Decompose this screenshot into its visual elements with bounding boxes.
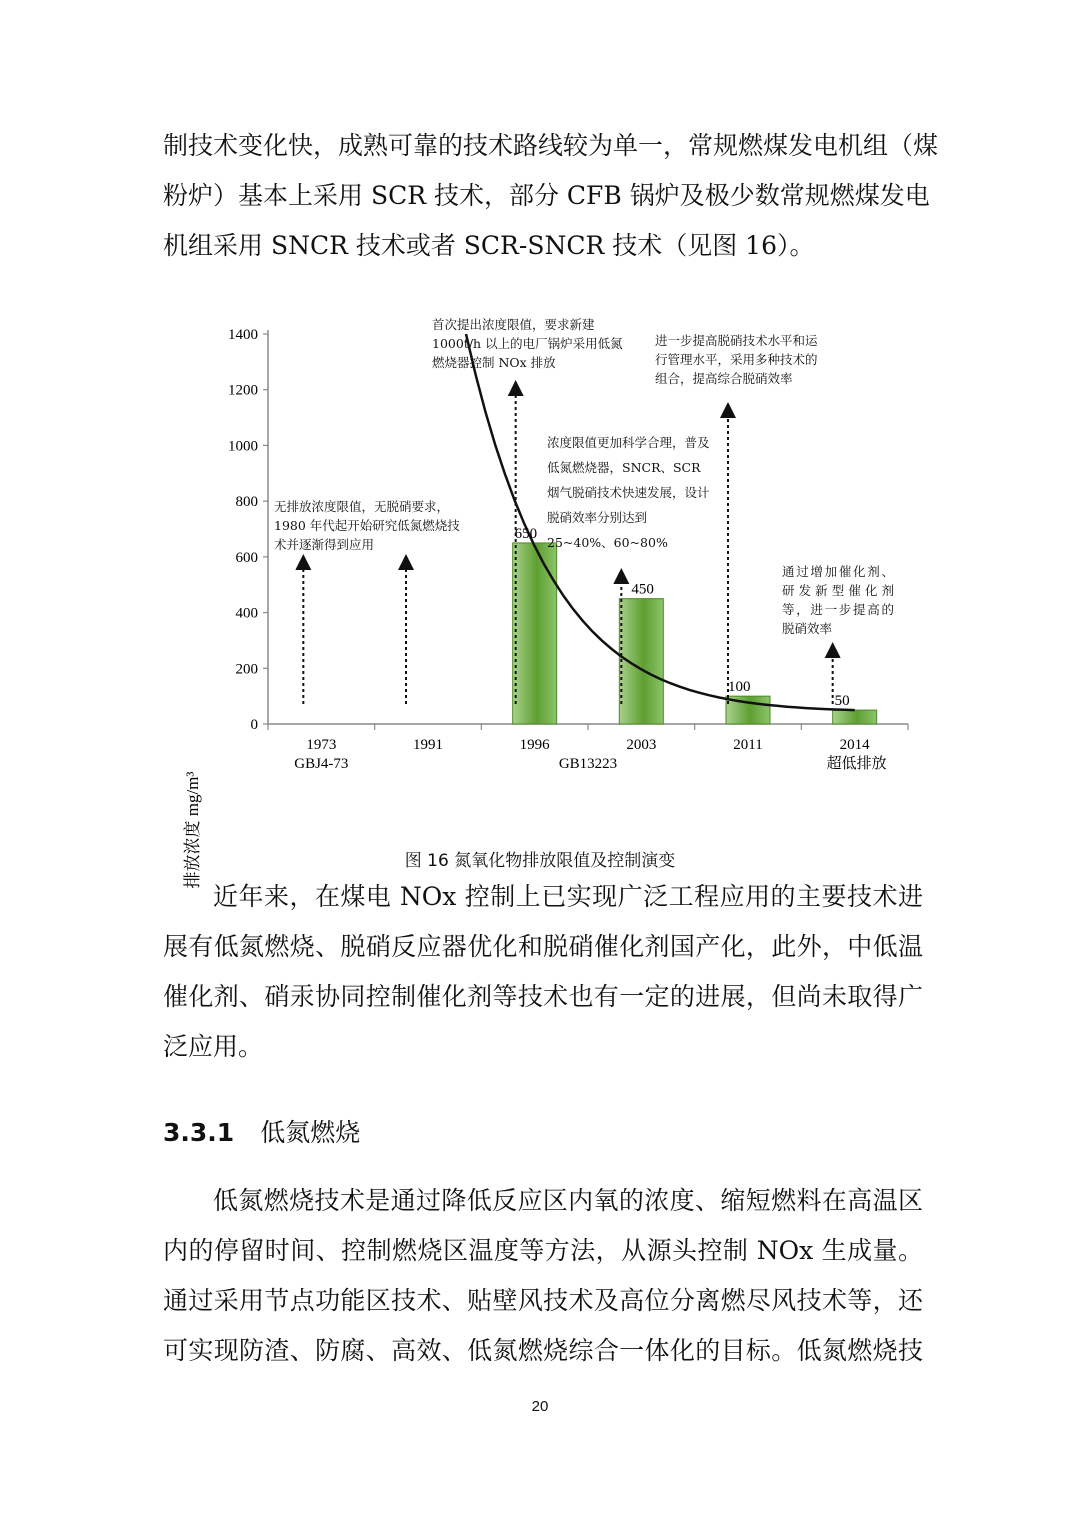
x-tick-label: 2003 (626, 737, 657, 753)
annotation-1996: 首次提出浓度限值，要求新建1000t/h 以上的电厂锅炉采用低氮燃烧器控制 NOx 排放 (432, 317, 623, 370)
page-number: 20 (531, 1398, 549, 1415)
annotation-1973: 无排放浓度限值，无脱硝要求，1980 年代起开始研究低氮燃烧技术并逐渐得到应用 (274, 499, 460, 552)
x-tick-label: 1991 (413, 737, 443, 753)
figure-caption: 图 16 氮氧化物排放限值及控制演变 (404, 851, 676, 871)
section-number: 3.3.1 (163, 1118, 235, 1147)
y-tick-label: 200 (235, 661, 258, 678)
value-label: 50 (834, 693, 850, 710)
value-label: 100 (728, 679, 751, 696)
x-sub-label: GBJ4-73 (294, 756, 349, 772)
section-heading (163, 1113, 360, 1149)
annotation-2003: 浓度限值更加科学合理，普及低氮燃烧器，SNCR、SCR 烟气脱硝技术快速发展，设计脱硝效率分别达到 25~40%、60~80% (547, 435, 710, 550)
text-line: 近年来，在煤电 NOx 控制上已实现广泛工程应用的主要技术进 (213, 882, 923, 911)
y-tick-label: 400 (235, 605, 258, 622)
text-line: 机组采用 SNCR 技术或者 SCR-SNCR 技术（见图 16）。 (163, 231, 815, 260)
text-line: 内的停留时间、控制燃烧区温度等方法，从源头控制 NOx 生成量。 (163, 1236, 923, 1265)
text-line: 制技术变化快，成熟可靠的技术路线较为单一，常规燃煤发电机组（煤 (163, 131, 939, 160)
x-tick-label: 1996 (519, 737, 550, 753)
bar (833, 710, 877, 724)
text-line: 通过采用节点功能区技术、贴壁风技术及高位分离燃尽风技术等，还 (163, 1286, 923, 1315)
y-tick-label: 1400 (228, 327, 258, 343)
x-tick-label: 2011 (733, 737, 763, 753)
text-line: 低氮燃烧技术是通过降低反应区内氧的浓度、缩短燃料在高温区 (213, 1186, 923, 1215)
value-label: 650 (514, 525, 538, 542)
x-sub-label: 超低排放 (826, 756, 887, 772)
text-line: 展有低氮燃烧、脱硝反应器优化和脱硝催化剂国产化，此外，中低温 (163, 932, 923, 961)
annotation-2011: 进一步提高脱硝技术水平和运行管理水平，采用多种技术的组合，提高综合脱硝效率 (655, 333, 818, 386)
text-line: 催化剂、硝汞协同控制催化剂等技术也有一定的进展，但尚未取得广 (163, 982, 923, 1011)
bar (513, 543, 557, 724)
annotation-2014: 通过增加催化剂、研发新型催化剂等，进一步提高的脱硝效率 (782, 564, 894, 636)
y-tick-label: 1200 (228, 382, 258, 399)
y-tick-label: 1000 (228, 438, 258, 455)
x-tick-label: 1973 (306, 737, 337, 753)
paragraph-intro (163, 121, 939, 271)
y-axis-label: 排放浓度 mg/m³ (183, 771, 202, 889)
y-tick-label: 0 (250, 717, 258, 733)
value-label: 450 (631, 581, 654, 598)
x-sub-label: GB13223 (558, 756, 618, 772)
text-line: 可实现防渣、防腐、高效、低氮燃烧综合一体化的目标。低氮燃烧技 (163, 1336, 923, 1365)
paragraph-progress (163, 872, 923, 1072)
text-line: 粉炉）基本上采用 SCR 技术，部分 CFB 锅炉及极少数常规燃煤发电 (163, 181, 930, 210)
bar (619, 599, 663, 724)
text-line: 泛应用。 (163, 1032, 264, 1061)
y-tick-label: 800 (235, 494, 258, 511)
paragraph-low-nox (163, 1176, 923, 1376)
x-tick-label: 2014 (839, 737, 870, 753)
y-tick-label: 600 (235, 549, 258, 566)
section-title: 低氮燃烧 (260, 1118, 361, 1147)
